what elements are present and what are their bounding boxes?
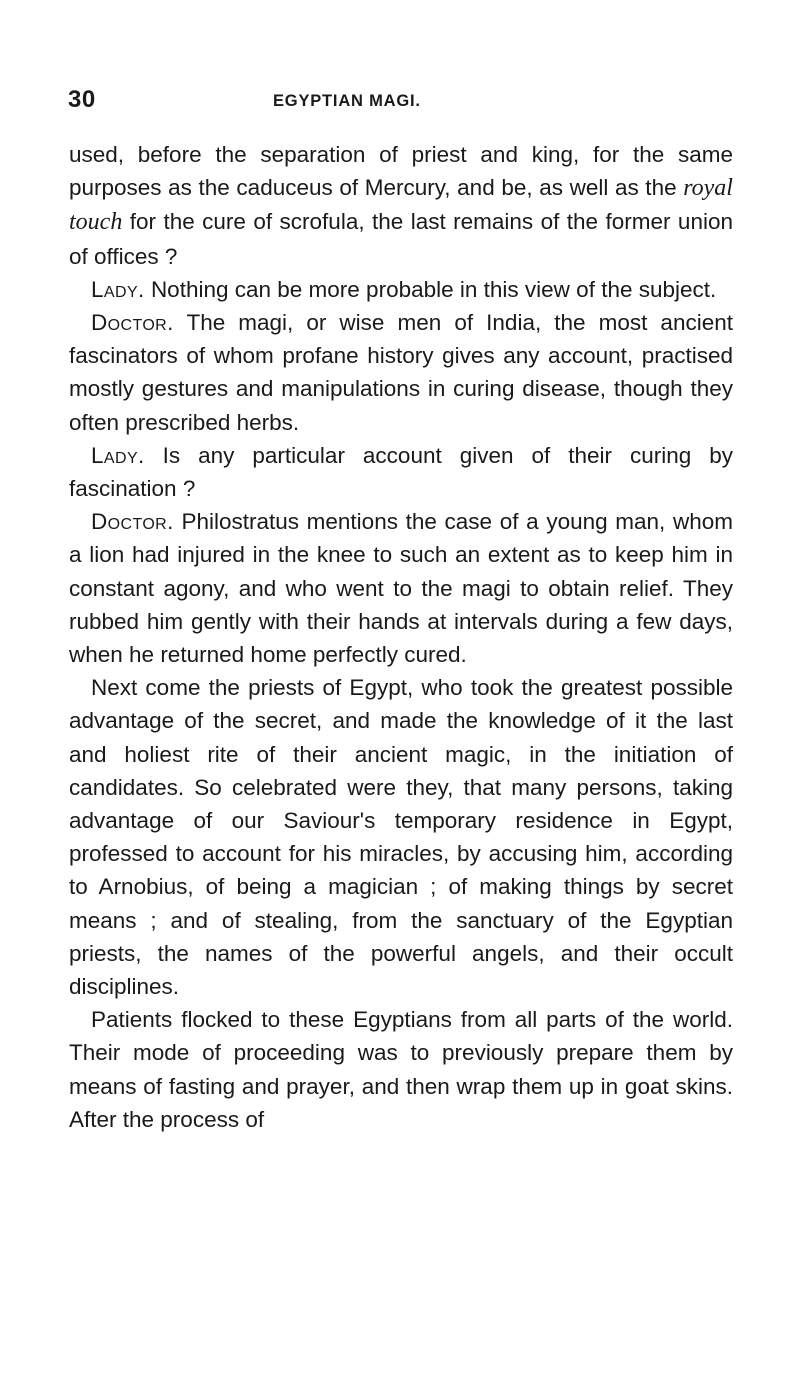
dialogue-doctor xyxy=(69,306,733,439)
paragraph-continuation xyxy=(69,138,733,273)
paragraph-text: Nothing can be more probable in this view of the subject. xyxy=(150,276,717,302)
paragraph-text: Next come the priests of Egypt, who took the greatest possible advantage of the secret, and made the knowledge of it the last and holiest rite of their ancient magic, in the initiation of candidates. So celebrated were they, that many persons, taking advantage of our Saviour's temporary residence in Egypt, professed to account for his miracles, by accusing him, according to Arnobius, of being a magician ; of making things by secret means ; and of stealing, from the sanctuary of the Egyptian priests, the names of the powerful angels, and their occult disciplines. xyxy=(69,675,733,1000)
running-head: EGYPTIAN MAGI. xyxy=(273,92,421,110)
dialogue-lady xyxy=(69,439,733,505)
paragraph xyxy=(69,1003,733,1136)
paragraph xyxy=(69,671,733,1003)
paragraph-text: for the cure of scrofula, the last remains of the former union of offices ? xyxy=(69,209,733,269)
speaker-label: Lady. xyxy=(91,276,145,302)
paragraph-text: used, before the separation of priest and king, for the same purposes as the caduceus of Mercury, and be, as well as the xyxy=(69,142,733,201)
speaker-label: Doctor. xyxy=(91,310,174,336)
dialogue-lady xyxy=(69,273,733,306)
speaker-label: Doctor. xyxy=(91,509,174,535)
body-text xyxy=(69,138,733,1136)
speaker-label: Lady. xyxy=(91,442,145,468)
italic-phrase: royal touch xyxy=(69,175,733,236)
dialogue-doctor xyxy=(69,505,733,671)
paragraph-text: Philostratus mentions the case of a young man, whom a lion had injured in the knee to such an extent as to keep him in constant agony, and who went to the magi to obtain relief. They rubbed him gently with their hands at intervals during a few days, when he returned home perfectly cured. xyxy=(69,509,733,668)
paragraph-text: Patients flocked to these Egyptians from all parts of the world. Their mode of proceeding was to previously prepare them by means of fasting and prayer, and then wrap them up in goat skins. After the process of xyxy=(69,1007,733,1132)
page-header xyxy=(68,88,733,118)
page-number: 30 xyxy=(68,86,96,113)
paragraph-text: The magi, or wise men of India, the most ancient fascinators of whom profane history gives any account, practised mostly gestures and manipulations in curing disease, though they often prescribed herbs. xyxy=(69,310,733,435)
paragraph-text: Is any particular account given of their curing by fascination ? xyxy=(69,442,733,502)
